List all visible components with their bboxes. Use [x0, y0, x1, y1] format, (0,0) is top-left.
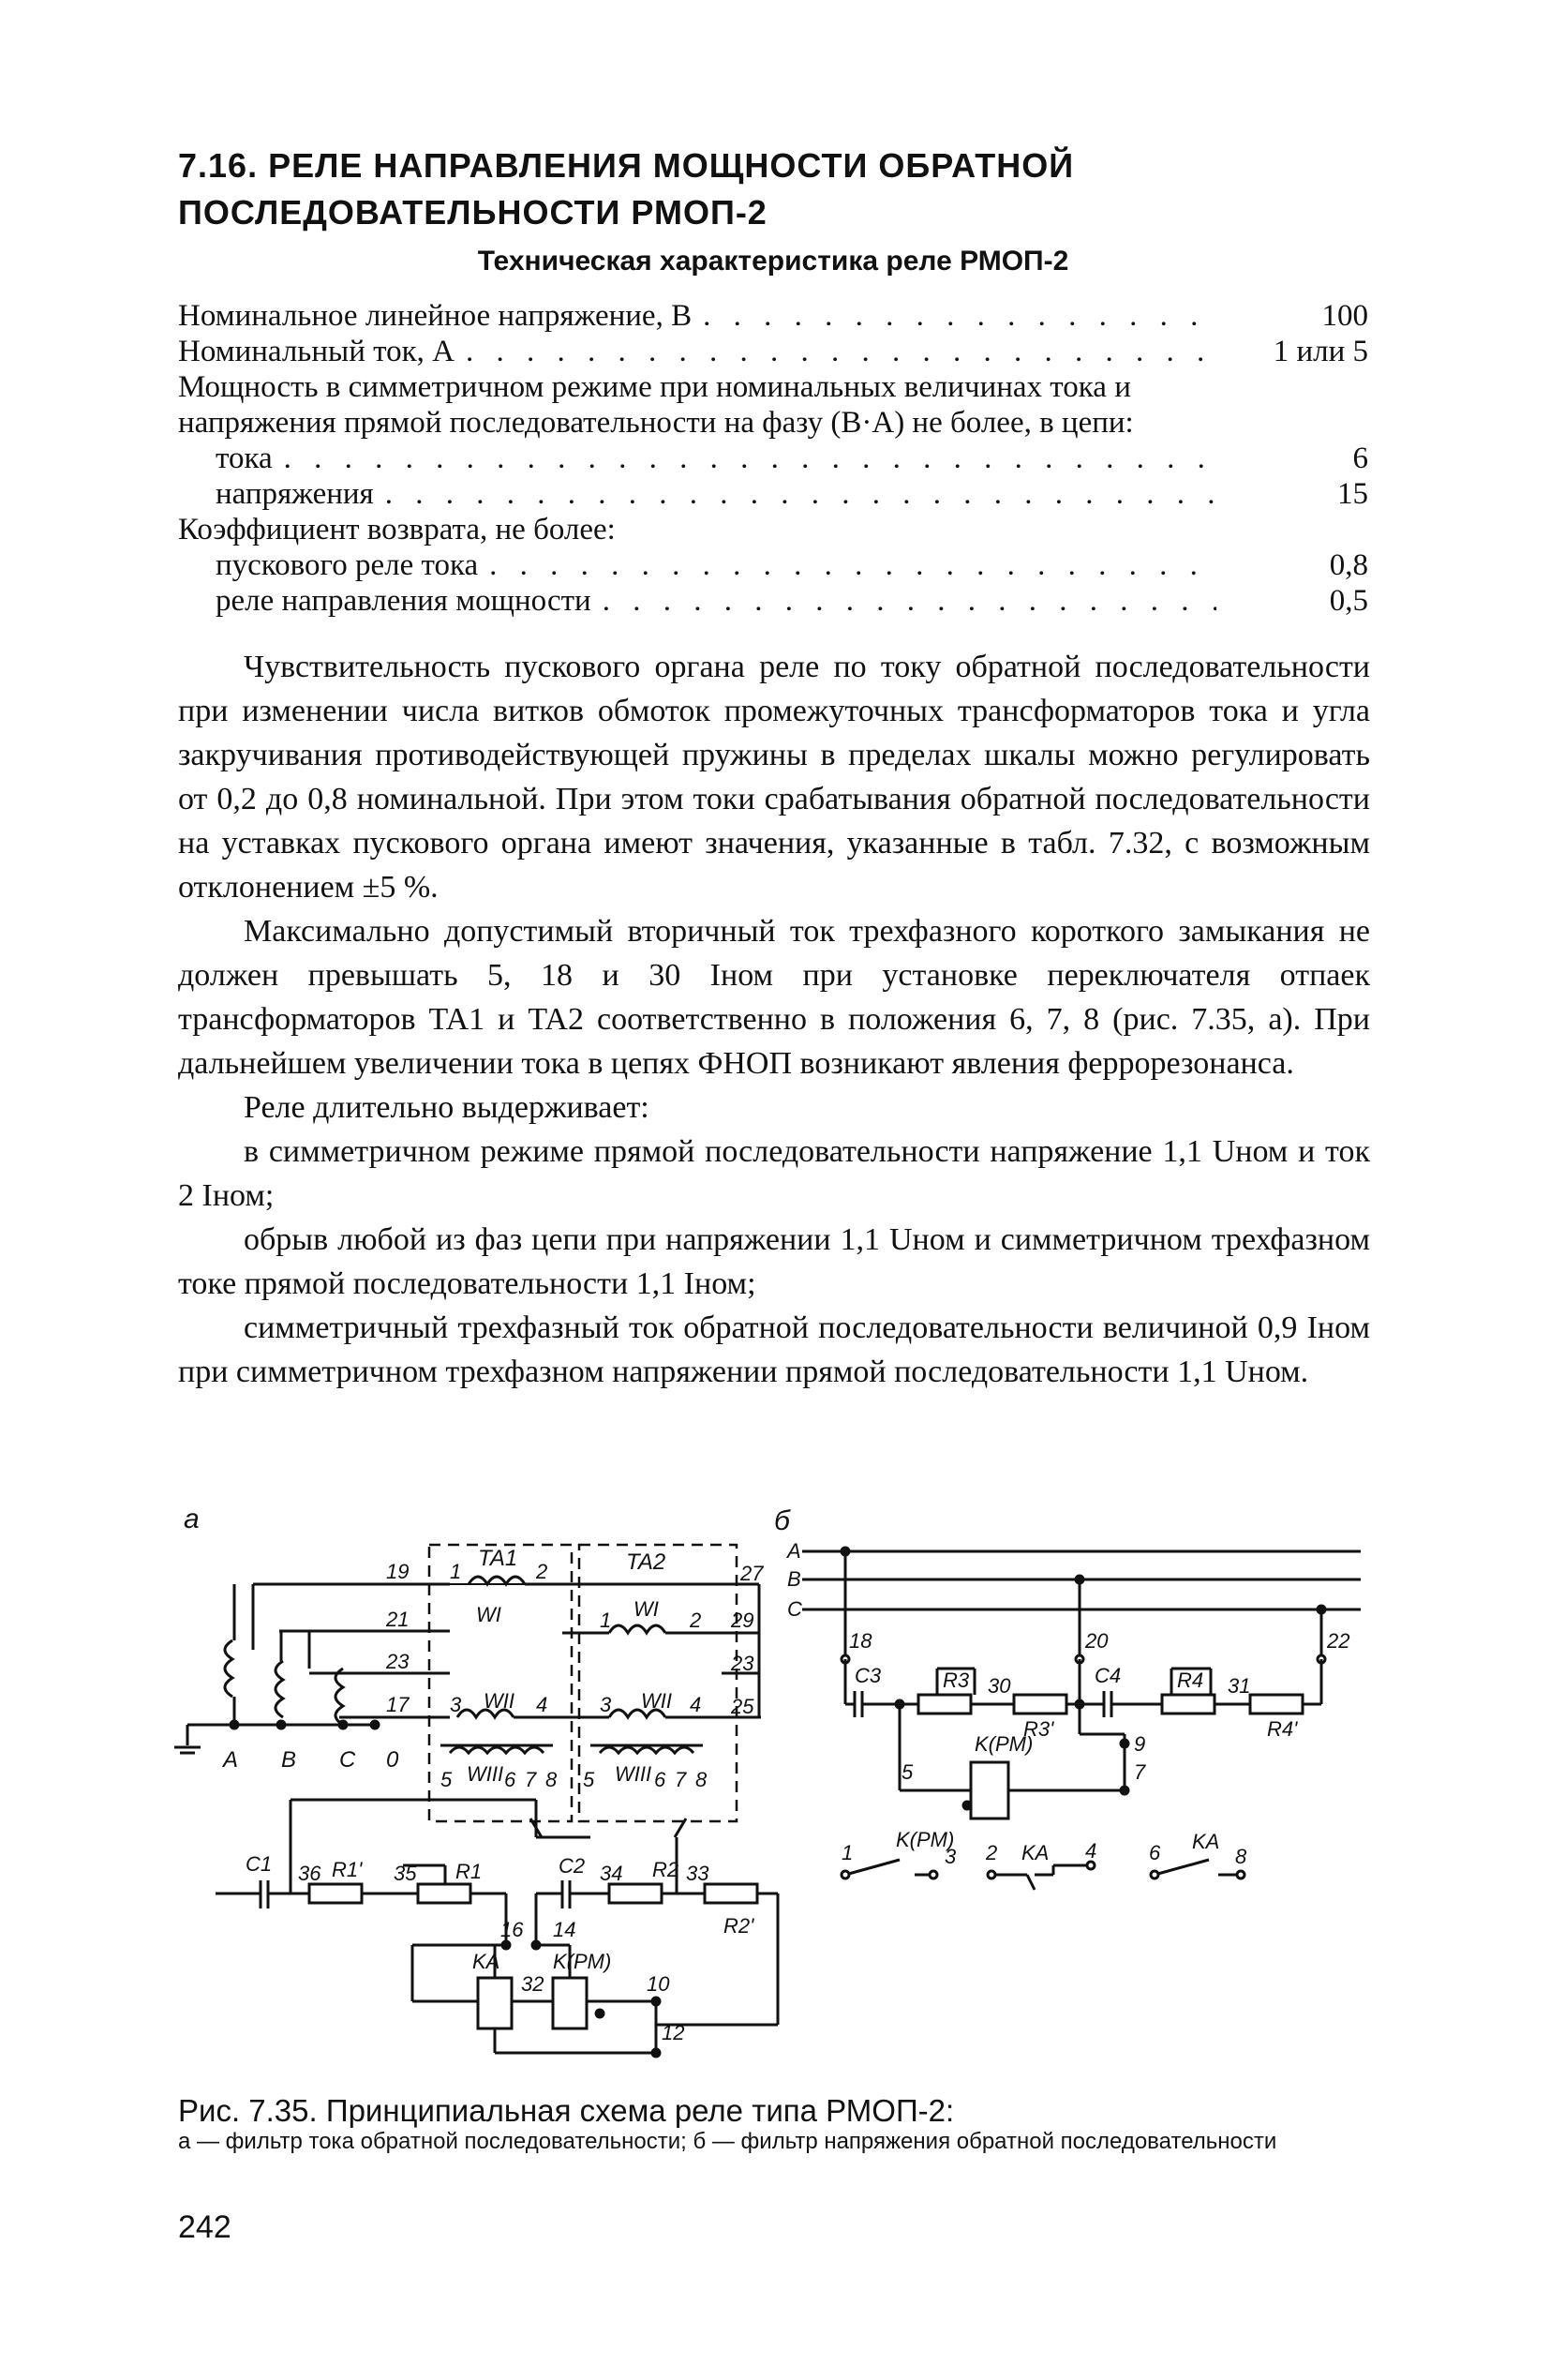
paragraph: Чувствительность пускового органа реле по току обратной последовательности при изменении числа витков обмоток промежуточных трансформаторов тока и угла закручивания противодействующей пружины в пределах шкалы можно регулировать от 0,2 до 0,8 номинальной. При этом токи срабатывания обратной последовательности на уставках пускового органа имеют значения, указанные в табл. 7.32, с возможным отклонением ±5 %.: [178, 650, 1370, 905]
heading-line-2: ПОСЛЕДОВАТЕЛЬНОСТИ РМОП-2: [178, 193, 768, 232]
spec-label: Мощность в симметричном режиме при номинальных величинах тока и напряжения прямой последовательности на фазу (В·А) не более, в цепи:: [178, 370, 1134, 440]
contact-label: 1: [842, 1841, 854, 1864]
node-label: 18: [849, 1629, 872, 1653]
bus-c-label: C: [787, 1597, 802, 1621]
node-label: 2: [690, 1609, 702, 1632]
bus-a-label: A: [787, 1539, 801, 1563]
c2-label: C2: [559, 1854, 586, 1878]
paragraph: симметричный трехфазный ток обратной последовательности величиной 0,9 Iном при симметричном трехфазном напряжении прямой последовательности 1,1 Uном.: [178, 1310, 1370, 1389]
contact-label: K(PM): [896, 1828, 955, 1851]
wii-label-2: WII: [641, 1689, 672, 1713]
node-label: 7: [525, 1768, 537, 1791]
panel-a-schematic: [174, 1545, 778, 2057]
node-label: 19: [386, 1560, 410, 1583]
spec-title: Техническая характеристика реле РМОП-2: [477, 246, 1069, 277]
krm-coil-label: K(PM): [975, 1732, 1034, 1756]
node-label: 7: [1134, 1760, 1146, 1784]
node-label: 8: [695, 1768, 708, 1791]
ka-label: KA: [472, 1950, 500, 1973]
node-label: 5: [902, 1760, 914, 1784]
contact-label: 8: [1235, 1845, 1247, 1868]
bus-b-label: B: [787, 1567, 801, 1591]
wi-label-1: WI: [476, 1603, 501, 1626]
ta2-label: TA2: [626, 1549, 666, 1575]
node-label: 32: [521, 1972, 544, 1996]
node-label: 2: [536, 1560, 548, 1583]
spec-value: 15: [1337, 477, 1368, 511]
paragraph: Максимально допустимый вторичный ток трехфазного короткого замыкания не должен превышать 5, 18 и 30 Iном при установке переключателя отпаек трансформаторов TA1 и TA2 соответственно в положения 6, 7, 8 (рис. 7.35, а). При дальнейшем увеличении тока в цепях ФНОП возникают явления феррорезонанса.: [178, 914, 1370, 1081]
spec-label: Номинальный ток, А: [178, 335, 455, 368]
spec-label: пускового реле тока: [216, 548, 479, 582]
node-label: 10: [647, 1972, 670, 1996]
contact-label: 6: [1149, 1841, 1161, 1864]
node-label: 9: [1134, 1732, 1146, 1756]
node-label: 14: [553, 1918, 576, 1941]
wi-label-2: WI: [633, 1597, 659, 1621]
wii-label-1: WII: [484, 1689, 514, 1713]
spec-value: 1 или 5: [1273, 335, 1368, 368]
spec-label: тока: [216, 442, 273, 475]
krm-label: K(PM): [553, 1950, 612, 1973]
node-label: 23: [386, 1650, 410, 1673]
contact-label: KA: [1192, 1830, 1220, 1853]
spec-value: 0,5: [1329, 584, 1368, 618]
spec-value: 0,8: [1329, 548, 1368, 582]
contact-label: KA: [1021, 1841, 1050, 1864]
contact-label: 4: [1085, 1839, 1097, 1863]
contact-label: 2: [986, 1841, 998, 1864]
node-label: 8: [545, 1768, 558, 1791]
node-label: 30: [988, 1674, 1011, 1698]
node-label: 35: [394, 1862, 417, 1885]
node-label: 20: [1085, 1629, 1109, 1653]
node-label: 27: [740, 1562, 764, 1585]
wiii-label-1: WIII: [467, 1762, 504, 1786]
node-label: 36: [298, 1862, 321, 1885]
r4p-label: R4': [1267, 1717, 1298, 1741]
page-number: 242: [178, 2209, 231, 2245]
r2p-label: R2': [723, 1914, 754, 1938]
paragraph: обрыв любой из фаз цепи при напряжении 1,1 Uном и симметричном трехфазном токе прямой последовательности 1,1 Iном;: [178, 1222, 1370, 1301]
panel-a-label: а: [184, 1504, 200, 1534]
node-label: 25: [731, 1695, 754, 1718]
panel-b-schematic: [785, 1539, 1361, 1890]
spec-label: напряжения: [216, 477, 374, 511]
r3-label: R3: [943, 1669, 970, 1692]
node-label: 16: [500, 1918, 524, 1941]
r4-label: R4: [1177, 1669, 1204, 1692]
node-label: 5: [440, 1768, 453, 1791]
heading-line-1: 7.16. РЕЛЕ НАПРАВЛЕНИЯ МОЩНОСТИ ОБРАТНОЙ: [178, 146, 1075, 185]
node-label: 5: [583, 1768, 595, 1791]
r1-label: R1: [455, 1860, 483, 1883]
c4-label: C4: [1095, 1664, 1122, 1687]
zero-label: 0: [386, 1747, 399, 1773]
node-label: 6: [654, 1768, 666, 1791]
node-label: 33: [686, 1862, 709, 1885]
node-label: 34: [600, 1862, 623, 1885]
node-label: 23: [731, 1652, 754, 1675]
contact-label: 3: [945, 1845, 957, 1868]
c1-label: C1: [246, 1852, 273, 1876]
spec-label: Коэффициент возврата, не более:: [178, 513, 616, 546]
figure-caption: [178, 2092, 1370, 2154]
spec-label: реле направления мощности: [216, 584, 591, 618]
c3-label: C3: [855, 1664, 882, 1687]
node-label: 6: [504, 1768, 516, 1791]
node-label: 17: [386, 1693, 410, 1716]
phase-b-label: B: [281, 1747, 297, 1773]
node-label: 4: [690, 1693, 702, 1716]
caption-sub: а — фильтр тока обратной последовательности; б — фильтр напряжения обратной последовательности: [178, 2129, 1277, 2154]
node-label: 31: [1228, 1674, 1251, 1698]
node-label: 12: [662, 2021, 685, 2044]
node-label: 22: [1327, 1629, 1350, 1653]
r3p-label: R3': [1023, 1717, 1054, 1741]
node-label: 7: [675, 1768, 687, 1791]
panel-b-label: б: [774, 1505, 790, 1536]
phase-c-label: C: [339, 1747, 356, 1773]
ta1-label: TA1: [478, 1546, 518, 1571]
r1p-label: R1': [332, 1858, 363, 1881]
node-label: 1: [450, 1560, 462, 1583]
caption-main: Рис. 7.35. Принципиальная схема реле типа РМОП-2:: [178, 2093, 955, 2128]
paragraph: Реле длительно выдерживает:: [244, 1090, 649, 1125]
wiii-label-2: WIII: [615, 1762, 652, 1786]
node-label: 3: [600, 1693, 612, 1716]
node-label: 29: [731, 1609, 754, 1632]
node-label: 21: [386, 1608, 410, 1631]
spec-value: 100: [1321, 299, 1368, 333]
paragraph: в симметричном режиме прямой последовательности напряжение 1,1 Uном и ток 2 Iном;: [178, 1134, 1370, 1213]
spec-label: Номинальное линейное напряжение, В: [178, 299, 693, 333]
node-label: 1: [600, 1609, 612, 1632]
phase-a-label: A: [223, 1747, 239, 1773]
spec-value: 6: [1352, 442, 1368, 475]
r2-label: R2: [652, 1858, 679, 1881]
node-label: 4: [536, 1693, 548, 1716]
node-label: 3: [450, 1693, 462, 1716]
